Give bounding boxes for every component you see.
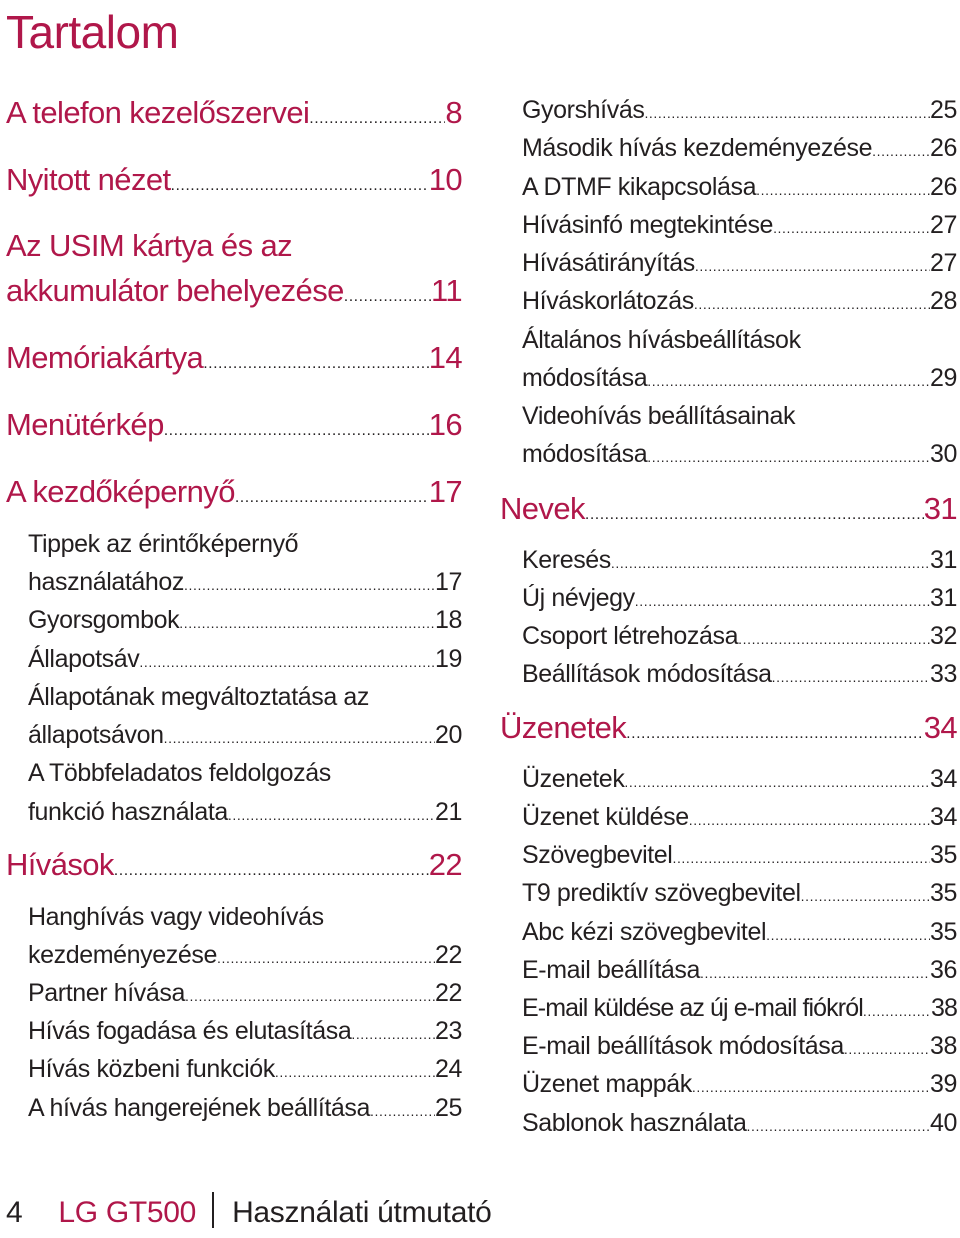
toc-page-number: 14 (428, 340, 462, 375)
toc-label: Hívásátirányítás (522, 249, 695, 277)
toc-entry-tobbfeladat-line1[interactable]: A Többfeladatos feldolgozás (28, 759, 331, 787)
leader-dots (275, 1056, 435, 1088)
leader-dots (747, 1110, 930, 1142)
toc-entry-partner[interactable] (28, 977, 462, 1012)
toc-label: Üzenet mappák (522, 1070, 692, 1098)
toc-entry-hivasinfo[interactable] (522, 209, 957, 244)
toc-entry-email-mod[interactable] (522, 1030, 957, 1065)
leader-dots (700, 957, 930, 989)
leader-dots (164, 413, 429, 449)
footer-divider (212, 1192, 214, 1228)
toc-label: Üzenetek (522, 765, 625, 793)
footer-brand: LG GT500 (58, 1196, 197, 1229)
toc-entry-kozbeni[interactable] (28, 1053, 462, 1088)
toc-entry-altalanos[interactable] (522, 362, 957, 397)
leader-dots (114, 853, 429, 889)
leader-dots (766, 919, 930, 951)
toc-entry-t9[interactable] (522, 877, 957, 912)
toc-entry-sablonok[interactable] (522, 1107, 957, 1142)
toc-section-menuterkep[interactable] (6, 407, 462, 449)
toc-page-number: 34 (923, 710, 957, 745)
toc-label: Üzenet küldése (522, 803, 689, 831)
toc-label: Hívásinfó megtekintése (522, 211, 774, 239)
toc-page-number: 18 (434, 606, 462, 634)
toc-label: Abc kézi szövegbevitel (522, 918, 767, 946)
leader-dots (644, 97, 930, 129)
leader-dots (844, 1033, 930, 1065)
toc-page-number: 40 (929, 1109, 957, 1137)
toc-section-hivasok[interactable] (6, 847, 462, 889)
leader-dots (164, 722, 435, 754)
toc-page-number: 29 (929, 364, 957, 392)
toc-page-number: 31 (923, 491, 957, 526)
toc-section-nevek[interactable] (500, 491, 957, 533)
toc-entry-mappak[interactable] (522, 1068, 957, 1103)
toc-page-number: 25 (434, 1094, 462, 1122)
toc-label: E-mail küldése az új e-mail fiókról (522, 994, 863, 1022)
toc-page-number: 30 (929, 440, 957, 468)
toc-section-memoria[interactable] (6, 340, 462, 382)
toc-page-number: 26 (929, 173, 957, 201)
toc-page-number: 8 (445, 95, 462, 130)
toc-entry-hanghivas-line1[interactable]: Hanghívás vagy videohívás (28, 903, 324, 931)
toc-page-number: 19 (434, 645, 462, 673)
toc-page-number: 22 (434, 941, 462, 969)
toc-label: A DTMF kikapcsolása (522, 173, 757, 201)
toc-label: Memóriakártya (6, 340, 204, 375)
leader-dots (756, 174, 930, 206)
toc-page-number: 22 (434, 979, 462, 1007)
toc-label: Sablonok használata (522, 1109, 747, 1137)
toc-label: Gyorsgombok (28, 606, 180, 634)
toc-label: akkumulátor behelyezése (6, 273, 344, 308)
leader-dots (171, 168, 429, 204)
toc-entry-altalanos-line1[interactable]: Általános hívásbeállítások (522, 326, 801, 354)
toc-entry-dtmf[interactable] (522, 171, 957, 206)
toc-page-number: 32 (929, 622, 957, 650)
toc-page-number: 34 (929, 803, 957, 831)
toc-label: Gyorshívás (522, 96, 645, 124)
toc-page-number: 35 (929, 879, 957, 907)
toc-section-usim[interactable] (6, 273, 462, 315)
toc-page-number: 20 (434, 721, 462, 749)
toc-entry-beallitasok[interactable] (522, 658, 957, 693)
toc-entry-tippek-line1[interactable]: Tippek az érintőképernyő (28, 530, 299, 558)
toc-label: Új névjegy (522, 584, 635, 612)
leader-dots (801, 880, 930, 912)
toc-page-number: 17 (434, 568, 462, 596)
toc-entry-abc[interactable] (522, 916, 957, 951)
toc-page-number: 10 (428, 162, 462, 197)
toc-label: módosítása (522, 364, 648, 392)
toc-label: Keresés (522, 546, 611, 574)
toc-entry-allapotsav[interactable] (28, 643, 462, 678)
leader-dots (695, 250, 930, 282)
leader-dots (184, 569, 435, 601)
toc-page-number: 21 (434, 798, 462, 826)
toc-entry-gyorshivas[interactable] (522, 94, 957, 129)
toc-label: A telefon kezelőszervei (6, 95, 310, 130)
toc-label: Partner hívása (28, 979, 185, 1007)
toc-entry-allapot-line1[interactable]: Állapotának megváltoztatása az (28, 683, 369, 711)
toc-label: T9 prediktív szövegbevitel (522, 879, 801, 907)
toc-page-number: 31 (929, 546, 957, 574)
toc-entry-videohivas-line1[interactable]: Videohívás beállításainak (522, 402, 796, 430)
page-title: Tartalom (6, 6, 179, 58)
toc-page-number: 26 (929, 134, 957, 162)
toc-entry-uzenetek[interactable] (522, 763, 957, 798)
toc-entry-kereses[interactable] (522, 544, 957, 579)
toc-page-number: 24 (434, 1055, 462, 1083)
leader-dots (772, 661, 930, 693)
toc-entry-hanghivas[interactable] (28, 939, 462, 974)
leader-dots (872, 135, 930, 167)
leader-dots (635, 585, 930, 617)
leader-dots (344, 279, 431, 315)
leader-dots (692, 1071, 930, 1103)
toc-entry-gyorsgombok[interactable] (28, 604, 462, 639)
toc-label: Híváskorlátozás (522, 287, 694, 315)
leader-dots (863, 995, 931, 1027)
footer-guide-title: Használati útmutató (232, 1196, 492, 1229)
toc-label: A kezdőképernyő (6, 474, 235, 509)
toc-label: Csoport létrehozása (522, 622, 739, 650)
leader-dots (585, 497, 924, 533)
toc-entry-email-beall[interactable] (522, 954, 957, 989)
toc-entry-tobbfeladat[interactable] (28, 796, 462, 831)
leader-dots (235, 480, 429, 516)
toc-page-number: 27 (929, 211, 957, 239)
toc-entry-kuldes[interactable] (522, 801, 957, 836)
toc-page-number: 38 (929, 1032, 957, 1060)
toc-label: A hívás hangerejének beállítása (28, 1094, 371, 1122)
toc-label: használatához (28, 568, 185, 596)
toc-entry-uj-nevjegy[interactable] (522, 582, 957, 617)
toc-label: Szövegbevitel (522, 841, 673, 869)
toc-label: Hívás fogadása és elutasítása (28, 1017, 352, 1045)
leader-dots (611, 547, 930, 579)
toc-entry-szovegbevitel[interactable] (522, 839, 957, 874)
toc-page-number: 39 (929, 1070, 957, 1098)
toc-entry-fogadas[interactable] (28, 1015, 462, 1050)
leader-dots (179, 607, 435, 639)
toc-page-number: 28 (929, 287, 957, 315)
toc-label: E-mail beállítások módosítása (522, 1032, 844, 1060)
toc-entry-csoport[interactable] (522, 620, 957, 655)
footer-page-number: 4 (6, 1196, 23, 1229)
toc-section-nyitott[interactable] (6, 162, 462, 204)
toc-label: állapotsávon (28, 721, 164, 749)
toc-section-uzenetek[interactable] (500, 710, 957, 752)
toc-page-number: 35 (929, 841, 957, 869)
leader-dots (351, 1018, 435, 1050)
toc-page-number: 27 (929, 249, 957, 277)
leader-dots (624, 766, 930, 798)
toc-label: Állapotsáv (28, 645, 140, 673)
leader-dots (738, 623, 930, 655)
toc-label: E-mail beállítása (522, 956, 701, 984)
toc-entry-atiranyitas[interactable] (522, 247, 957, 282)
leader-dots (647, 365, 930, 397)
leader-dots (228, 799, 435, 831)
toc-label: Hívások (6, 847, 114, 882)
toc-entry-tippek[interactable] (28, 566, 462, 601)
toc-page-number: 33 (929, 660, 957, 688)
toc-label: módosítása (522, 440, 648, 468)
toc-entry-hangero[interactable] (28, 1092, 462, 1127)
toc-page-number: 11 (431, 273, 462, 308)
toc-page-number: 23 (434, 1017, 462, 1045)
toc-page-number: 38 (930, 994, 957, 1022)
toc-section-telefon[interactable] (6, 95, 462, 137)
toc-page-number: 25 (929, 96, 957, 124)
leader-dots (185, 980, 435, 1012)
toc-entry-allapot[interactable] (28, 719, 462, 754)
toc-entry-korlatozas[interactable] (522, 285, 957, 320)
leader-dots (773, 212, 930, 244)
leader-dots (139, 646, 435, 678)
toc-entry-email-kuldes[interactable] (522, 992, 957, 1027)
toc-page-number: 34 (929, 765, 957, 793)
leader-dots (647, 441, 930, 473)
toc-page-number: 36 (929, 956, 957, 984)
toc-entry-masodik[interactable] (522, 132, 957, 167)
leader-dots (217, 942, 435, 974)
leader-dots (672, 842, 930, 874)
toc-page-number: 17 (428, 474, 462, 509)
toc-page-number: 16 (428, 407, 462, 442)
toc-page-number: 22 (428, 847, 462, 882)
toc-label: Üzenetek (500, 710, 627, 745)
toc-section-kezdo[interactable] (6, 474, 462, 516)
leader-dots (309, 101, 445, 137)
toc-label: Nyitott nézet (6, 162, 171, 197)
toc-label: Menütérkép (6, 407, 164, 442)
toc-label: Hívás közbeni funkciók (28, 1055, 275, 1083)
leader-dots (203, 346, 429, 382)
page-footer (6, 1192, 492, 1232)
toc-page-number: 31 (929, 584, 957, 612)
toc-section-usim-line1[interactable]: Az USIM kártya és az (6, 228, 293, 263)
toc-label: Beállítások módosítása (522, 660, 772, 688)
toc-page-number: 35 (929, 918, 957, 946)
toc-label: Nevek (500, 491, 585, 526)
leader-dots (689, 804, 930, 836)
toc-label: Második hívás kezdeményezése (522, 134, 873, 162)
toc-label: kezdeményezése (28, 941, 217, 969)
leader-dots (370, 1095, 435, 1127)
leader-dots (694, 288, 930, 320)
leader-dots (626, 716, 924, 752)
toc-label: funkció használata (28, 798, 228, 826)
toc-entry-videohivas[interactable] (522, 438, 957, 473)
